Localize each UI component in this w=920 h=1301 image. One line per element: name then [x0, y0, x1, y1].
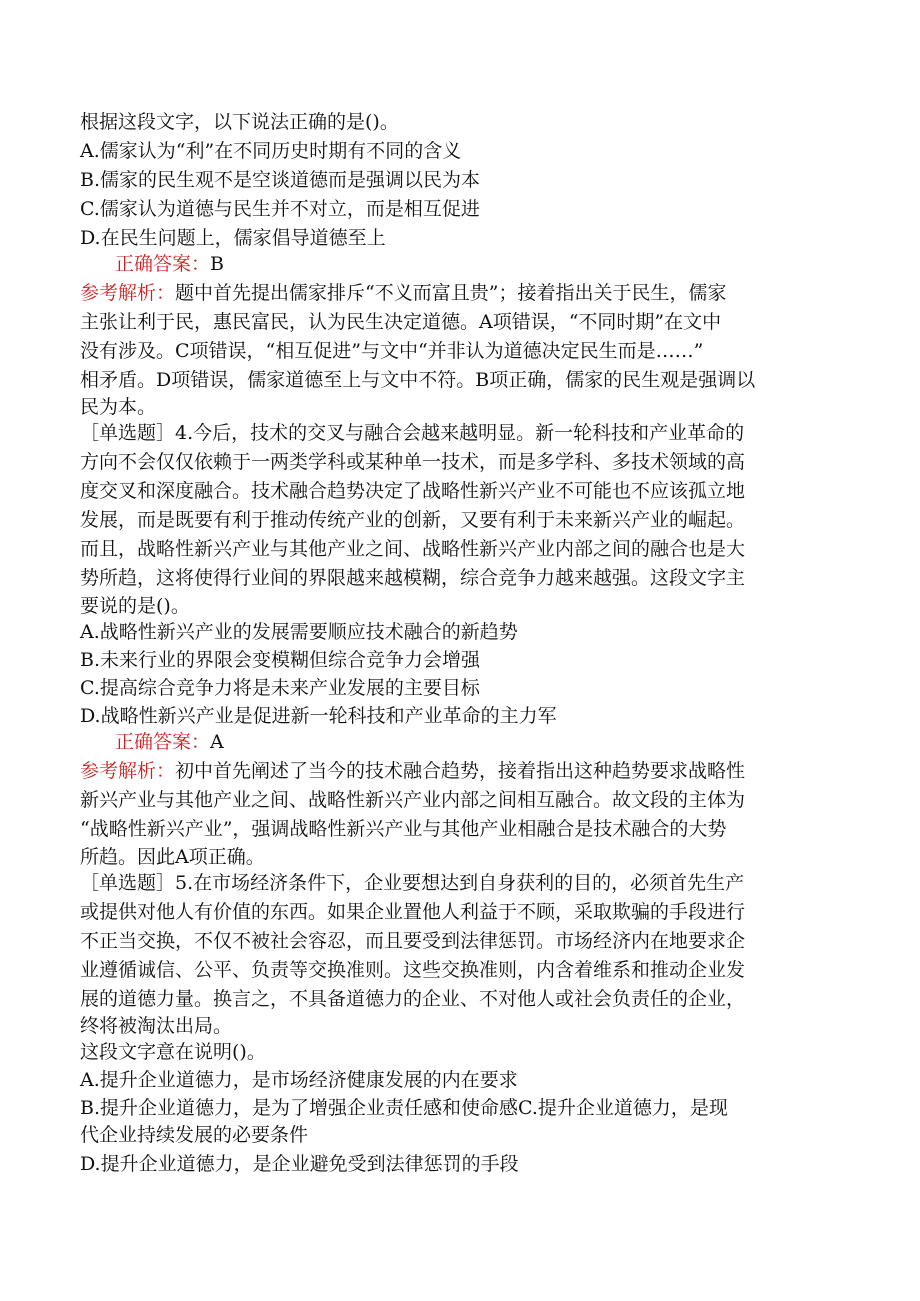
q4-analysis-line-2: 新兴产业与其他产业之间、战略性新兴产业内部之间相互融合。故文段的主体为 — [80, 789, 746, 811]
q3-answer-value: B — [210, 253, 224, 275]
q3-option-a: A.儒家认为“利”在不同历史时期有不同的含义 — [80, 140, 462, 162]
q4-option-d: D.战略性新兴产业是促进新一轮科技和产业革命的主力军 — [80, 705, 557, 727]
q3-option-c: C.儒家认为道德与民生并不对立，而是相互促进 — [80, 198, 480, 220]
q5-option-b-c: B.提升企业道德力，是为了增强企业责任感和使命感C.提升企业道德力，是现 — [80, 1097, 728, 1119]
q3-analysis-line-3: 没有涉及。C项错误，“相互促进”与文中“并非认为道德决定民生而是……” — [80, 340, 704, 362]
q5-stem-line-3: 不正当交换，不仅不被社会容忍，而且要受到法律惩罚。市场经济内在地要求企 — [80, 930, 746, 952]
q3-option-b: B.儒家的民生观不是空谈道德而是强调以民为本 — [80, 169, 481, 191]
q3-analysis-line-2: 主张让利于民，惠民富民，认为民生决定道德。A项错误，“不同时期”在文中 — [80, 311, 722, 333]
q4-analysis-label: 参考解析： — [80, 760, 176, 782]
q4-option-c: C.提高综合竞争力将是未来产业发展的主要目标 — [80, 677, 480, 699]
q4-stem-line-3: 度交叉和深度融合。技术融合趋势决定了战略性新兴产业不可能也不应该孤立地 — [80, 480, 746, 502]
q4-answer-value: A — [210, 731, 224, 753]
q5-stem-line-7: 这段文字意在说明()。 — [80, 1041, 266, 1063]
q4-answer-label: 正确答案： — [115, 731, 211, 753]
q3-answer-label: 正确答案： — [115, 253, 211, 275]
q4-analysis-text: 初中首先阐述了当今的技术融合趋势，接着指出这种趋势要求战略性 — [175, 760, 746, 782]
q3-stem: 根据这段文字，以下说法正确的是()。 — [80, 111, 399, 133]
q3-analysis-line-1 — [80, 279, 726, 308]
q4-analysis-line-3: “战略性新兴产业”，强调战略性新兴产业与其他产业相融合是技术融合的大势 — [80, 818, 727, 840]
q3-answer — [115, 250, 224, 279]
q4-stem-line-6: 势所趋，这将使得行业间的界限越来越模糊，综合竞争力越来越强。这段文字主 — [80, 567, 746, 589]
q4-stem-line-5: 而且，战略性新兴产业与其他产业之间、战略性新兴产业内部之间的融合也是大 — [80, 538, 746, 560]
q5-stem-line-1: ［单选题］5.在市场经济条件下，企业要想达到自身获利的目的，必须首先生产 — [80, 872, 745, 894]
q4-option-a: A.战略性新兴产业的发展需要顺应技术融合的新趋势 — [80, 621, 518, 643]
q3-option-d: D.在民生问题上，儒家倡导道德至上 — [80, 227, 386, 249]
q4-stem-line-1: ［单选题］4.今后，技术的交叉与融合会越来越明显。新一轮科技和产业革命的 — [80, 422, 745, 444]
q5-stem-line-5: 展的道德力量。换言之，不具备道德力的企业、不对他人或社会负责任的企业， — [80, 988, 746, 1010]
q4-stem-line-2: 方向不会仅仅依赖于一两类学科或某种单一技术，而是多学科、多技术领域的高 — [80, 451, 746, 473]
q3-analysis-line-4: 相矛盾。D项错误，儒家道德至上与文中不符。B项正确，儒家的民生观是强调以 — [80, 369, 756, 391]
q5-stem-line-6: 终将被淘汰出局。 — [80, 1015, 233, 1037]
q3-analysis-text: 题中首先提出儒家排斥“不义而富且贵”；接着指出关于民生，儒家 — [175, 282, 727, 304]
q5-stem-line-4: 业遵循诚信、公平、负责等交换准则。这些交换准则，内含着维系和推动企业发 — [80, 959, 746, 981]
q3-analysis-line-5: 民为本。 — [80, 396, 157, 418]
q5-stem-line-2: 或提供对他人有价值的东西。如果企业置他人利益于不顾，采取欺骗的手段进行 — [80, 901, 746, 923]
q4-analysis-line-4: 所趋。因此A项正确。 — [80, 846, 265, 868]
q5-option-a: A.提升企业道德力，是市场经济健康发展的内在要求 — [80, 1069, 518, 1091]
q5-option-d: D.提升企业道德力，是企业避免受到法律惩罚的手段 — [80, 1153, 519, 1175]
q3-analysis-label: 参考解析： — [80, 282, 176, 304]
q4-answer — [115, 728, 224, 757]
q5-option-c-continued: 代企业持续发展的必要条件 — [80, 1124, 309, 1146]
q4-analysis-line-1 — [80, 757, 745, 786]
q4-option-b: B.未来行业的界限会变模糊但综合竞争力会增强 — [80, 649, 481, 671]
q4-stem-line-7: 要说的是()。 — [80, 595, 190, 617]
q4-stem-line-4: 发展，而是既要有利于推动传统产业的创新，又要有利于未来新兴产业的崛起。 — [80, 509, 746, 531]
